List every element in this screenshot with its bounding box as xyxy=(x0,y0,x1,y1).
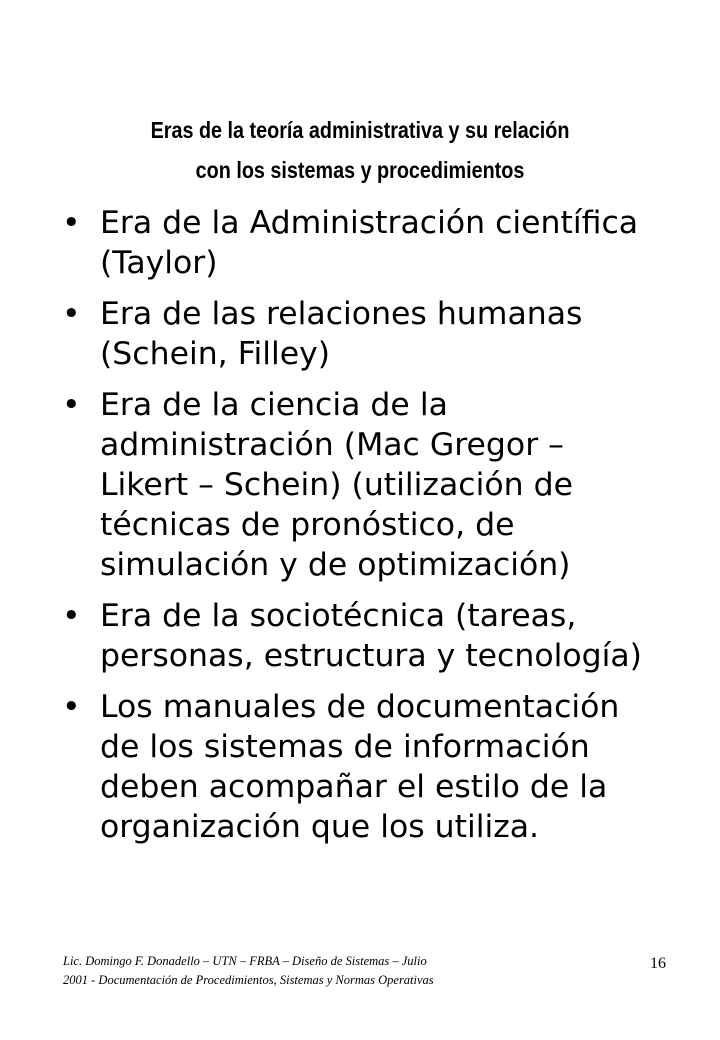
bullet-icon: • xyxy=(62,598,81,634)
bullet-text-line: administración (Mac Gregor – xyxy=(100,427,564,463)
footer-credits xyxy=(63,952,563,990)
bullet-text-line: Los manuales de documentación xyxy=(100,689,620,725)
bullet-text-line: Likert – Schein) (utilización de xyxy=(100,467,573,503)
bullet-text-line: deben acompañar el estilo de la xyxy=(100,769,608,805)
bullet-text-line: personas, estructura y tecnología) xyxy=(100,638,642,674)
page-number: 16 xyxy=(650,955,666,972)
bullet-icon: • xyxy=(62,689,81,725)
bullet-text-line: técnicas de pronóstico, de xyxy=(100,507,515,543)
bullet-icon: • xyxy=(62,387,81,423)
bullet-item-sociotechnical xyxy=(62,596,702,676)
bullet-text-line: organización que los utiliza. xyxy=(100,809,540,845)
bullet-list xyxy=(62,203,702,858)
bullet-item-taylor xyxy=(62,203,702,283)
bullet-item-management-science xyxy=(62,385,702,585)
footer-line-1: Lic. Domingo F. Donadello – UTN – FRBA – Diseño de Sistemas – Julio xyxy=(63,954,427,968)
bullet-icon: • xyxy=(62,205,81,241)
bullet-text-line: Era de las relaciones humanas xyxy=(100,296,583,332)
bullet-text-line: simulación y de optimización) xyxy=(100,547,571,583)
bullet-text-line: de los sistemas de información xyxy=(100,729,590,765)
bullet-icon: • xyxy=(62,296,81,332)
page-title-line-1: Eras de la teoría administrativa y su relación xyxy=(150,117,570,143)
bullet-item-human-relations xyxy=(62,294,702,374)
footer-line-2: 2001 - Documentación de Procedimientos, Sistemas y Normas Operativas xyxy=(63,973,434,987)
page-title-line-2: con los sistemas y procedimientos xyxy=(195,157,525,183)
bullet-text-line: (Schein, Filley) xyxy=(100,336,331,372)
bullet-text-line: (Taylor) xyxy=(100,245,218,281)
bullet-item-documentation-manuals xyxy=(62,687,702,847)
bullet-text-line: Era de la ciencia de la xyxy=(100,387,448,423)
bullet-text-line: Era de la Administración científica xyxy=(100,205,639,241)
bullet-text-line: Era de la sociotécnica (tareas, xyxy=(100,598,577,634)
page-title xyxy=(85,110,635,190)
